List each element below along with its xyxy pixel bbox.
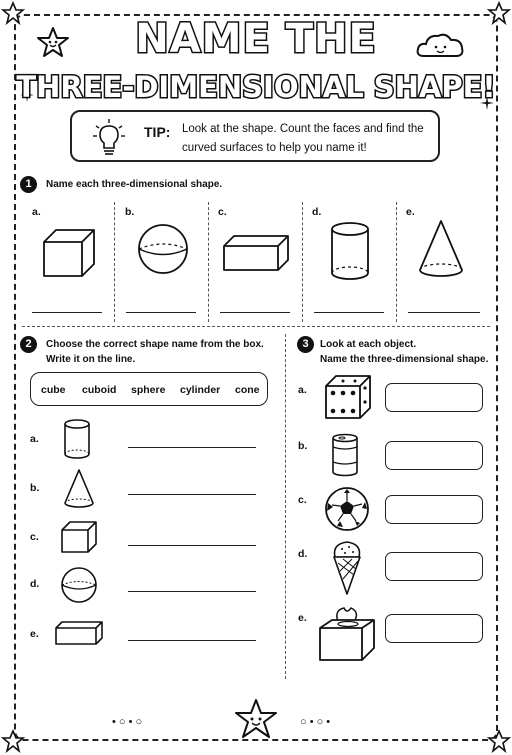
cone-icon [62,468,96,510]
s1-item-d-label: d. [312,206,322,218]
divider [396,202,397,322]
s3-item-a-label: a. [298,384,307,396]
s3-item-d-label: d. [298,548,308,560]
word-bank-item: cube [41,384,66,396]
answer-box[interactable] [385,383,483,412]
s2-item-e-label: e. [30,628,39,640]
section-3-instruction-line2: Name the three-dimensional shape. [320,354,489,365]
lightbulb-icon [92,118,126,158]
word-bank-item: cone [235,384,260,396]
footer-dots-right: ○ • ○ • [300,716,331,728]
word-bank [30,372,268,406]
section-2-number: 2 [20,336,37,353]
sphere-icon [136,222,190,276]
word-bank-item: cylinder [180,384,221,396]
answer-box[interactable] [385,552,483,581]
divider [208,202,209,322]
section-3-instruction-line1: Look at each object. [320,339,417,350]
answer-box[interactable] [385,495,483,524]
answer-line[interactable] [408,312,480,313]
section-3-number: 3 [297,336,314,353]
word-bank-item: sphere [131,384,166,396]
tip-label: TIP: [144,124,171,140]
answer-line[interactable] [128,545,256,546]
s1-item-c-label: c. [218,206,227,218]
footer-dots-left: • ○ • ○ [112,716,143,728]
sphere-icon [60,566,98,604]
s2-item-d-label: d. [30,578,40,590]
cube-icon [40,226,98,278]
section-2-instruction: Choose the correct shape name from the box. Write it on the line. [46,339,264,365]
tip-text: Look at the shape. Count the faces and find the curved surfaces to help you name it! [182,123,424,154]
section-divider [285,334,286,679]
page-subtitle: THREE-DIMENSIONAL SHAPE! [16,70,496,104]
answer-box[interactable] [385,441,483,470]
s1-item-a-label: a. [32,206,41,218]
section-1-number: 1 [20,176,37,193]
s3-item-e-label: e. [298,612,307,624]
corner-star-icon [2,730,24,752]
ice-cream-cone-icon [330,538,364,596]
answer-line[interactable] [220,312,290,313]
word-bank-item: cuboid [82,384,117,396]
soccer-ball-icon [324,486,370,532]
answer-line[interactable] [128,447,256,448]
answer-line[interactable] [128,640,256,641]
answer-box[interactable] [385,614,483,643]
cuboid-icon [222,234,292,272]
answer-line[interactable] [128,494,256,495]
s1-item-b-label: b. [125,206,135,218]
cube-icon [60,520,98,554]
s2-item-b-label: b. [30,482,40,494]
divider [302,202,303,322]
cylinder-icon [62,418,92,460]
section-1-instruction: Name each three-dimensional shape. [46,179,223,190]
answer-line[interactable] [126,312,196,313]
soda-can-icon [330,432,360,478]
answer-line[interactable] [128,591,256,592]
tissue-box-icon [318,606,376,662]
s3-item-c-label: c. [298,494,307,506]
s3-item-b-label: b. [298,440,308,452]
cuboid-icon [54,620,104,646]
s1-item-e-label: e. [406,206,415,218]
s2-item-a-label: a. [30,433,39,445]
corner-star-icon [488,730,510,752]
cylinder-icon [328,220,372,282]
s2-item-c-label: c. [30,531,39,543]
smiling-star-icon [234,698,278,740]
dice-icon [324,374,372,420]
page-title: NAME THE [135,16,377,62]
cone-icon [416,218,466,280]
answer-line[interactable] [32,312,102,313]
divider [114,202,115,322]
tip-box [70,110,440,162]
answer-line[interactable] [314,312,384,313]
section-divider [22,326,490,327]
